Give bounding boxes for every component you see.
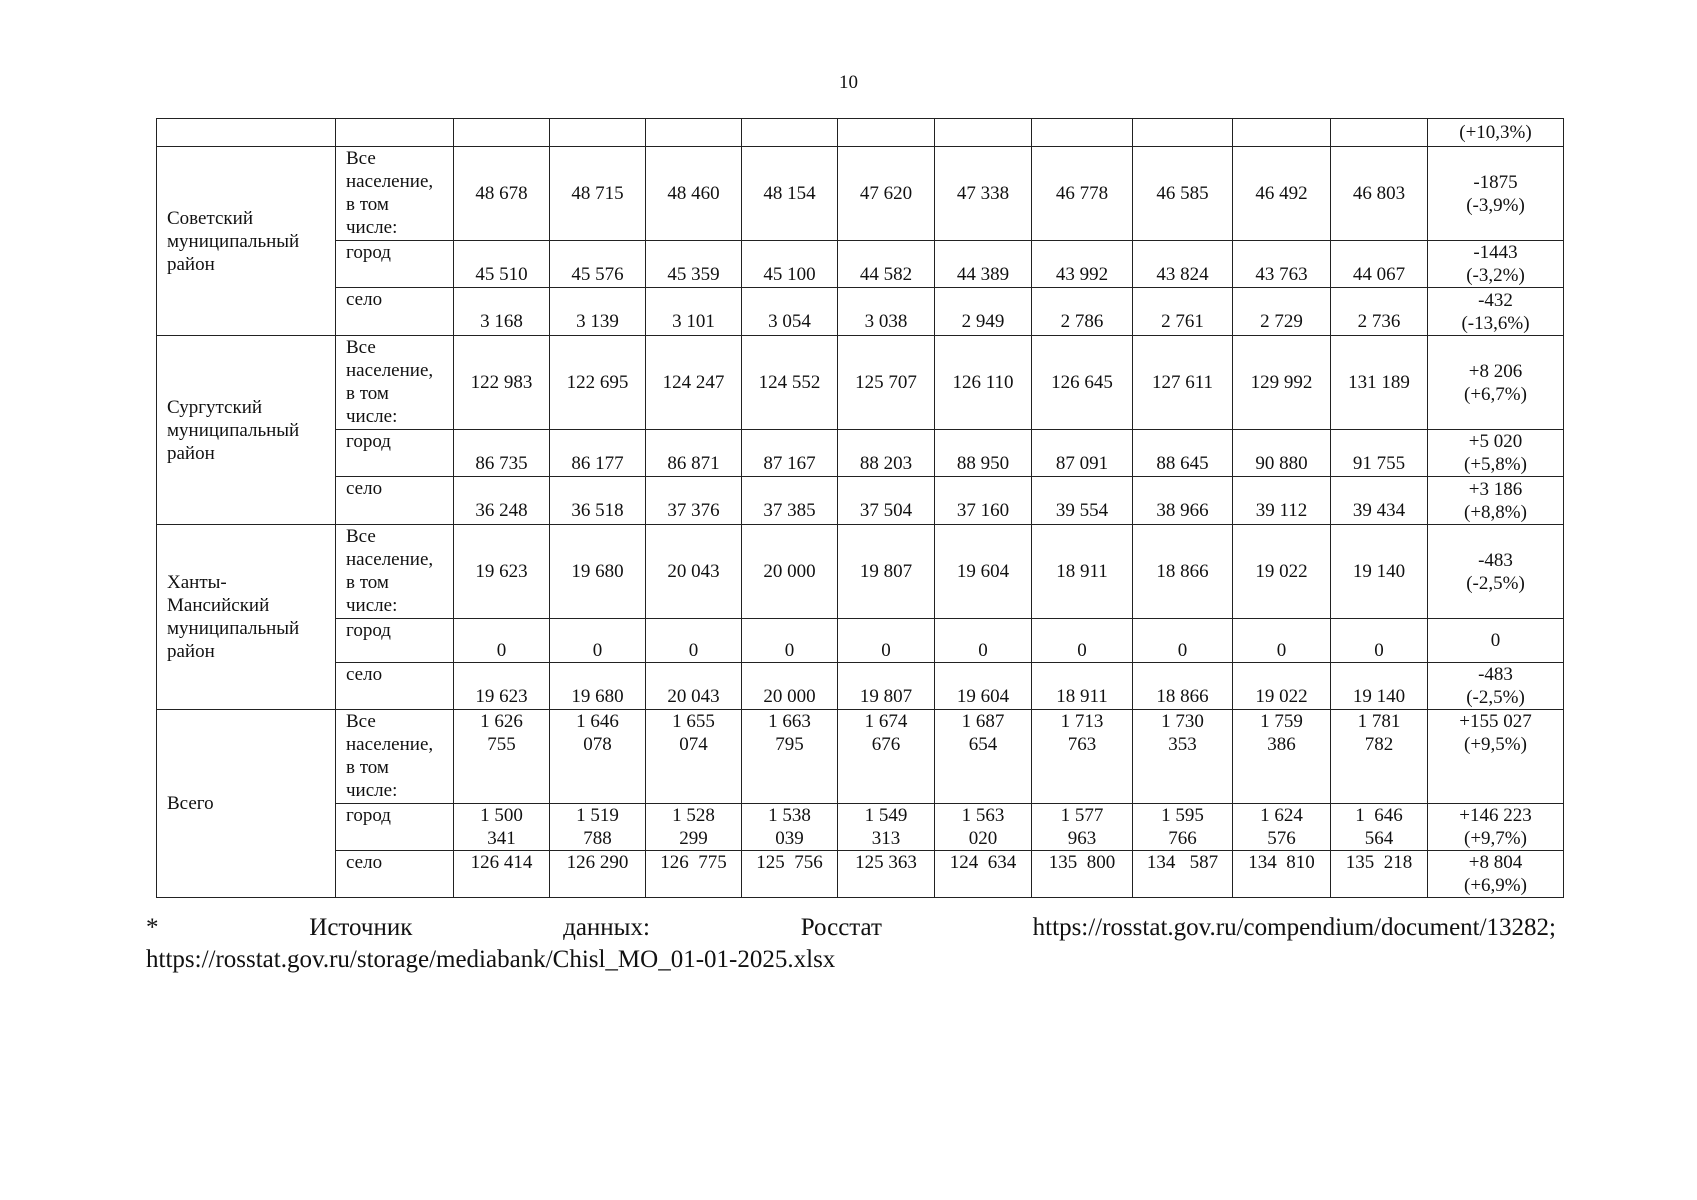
table-row	[157, 430, 1564, 477]
value-cell: 86 735	[454, 430, 550, 477]
value-cell: 46 585	[1133, 147, 1233, 241]
value-cell: 19 680	[550, 525, 646, 619]
row-label	[336, 710, 454, 804]
value-cell: 38 966	[1133, 477, 1233, 525]
cell-text: село	[346, 852, 383, 873]
cell-text: 1 663	[768, 711, 811, 732]
value-cell: 124 247	[646, 336, 742, 430]
cell-text: 299	[679, 828, 708, 849]
table-row	[157, 851, 1564, 898]
value-cell	[1133, 804, 1233, 851]
cell-text: в том	[346, 572, 389, 593]
value-cell: 18 866	[1133, 525, 1233, 619]
table-cell	[646, 119, 742, 147]
change-cell	[1428, 147, 1564, 241]
value-cell: 0	[838, 619, 935, 663]
cell-text: 576	[1267, 828, 1296, 849]
value-cell: 0	[1331, 619, 1428, 663]
page-number: 10	[839, 72, 858, 93]
cell-text: 1 519	[576, 805, 619, 826]
cell-text: числе:	[346, 595, 398, 616]
value-cell: 18 911	[1032, 663, 1133, 710]
table-row	[157, 663, 1564, 710]
cell-text: (+9,7%)	[1464, 828, 1527, 849]
value-cell: 88 645	[1133, 430, 1233, 477]
value-cell	[742, 710, 838, 804]
value-cell: 129 992	[1233, 336, 1331, 430]
value-cell: 19 604	[935, 663, 1032, 710]
value-cell: 19 140	[1331, 663, 1428, 710]
cell-text: +146 223	[1459, 805, 1532, 826]
value-cell: 3 139	[550, 288, 646, 336]
change-cell	[1428, 619, 1564, 663]
value-cell	[454, 804, 550, 851]
value-cell: 19 680	[550, 663, 646, 710]
row-label	[336, 288, 454, 336]
value-cell: 43 992	[1032, 241, 1133, 288]
value-cell: 39 554	[1032, 477, 1133, 525]
cell-text: 074	[679, 734, 708, 755]
value-cell	[454, 710, 550, 804]
value-cell	[1233, 804, 1331, 851]
change-cell	[1428, 710, 1564, 804]
table-cell	[454, 119, 550, 147]
cell-text: 1 646	[576, 711, 619, 732]
value-cell: 87 091	[1032, 430, 1133, 477]
cell-text: район	[167, 641, 215, 662]
change-cell	[1428, 288, 1564, 336]
table-cell	[157, 119, 336, 147]
table-cell	[742, 119, 838, 147]
table-cell	[550, 119, 646, 147]
row-label	[336, 477, 454, 525]
value-cell: 124 634	[935, 851, 1032, 898]
value-cell: 126 645	[1032, 336, 1133, 430]
cell-text: 078	[583, 734, 612, 755]
value-cell: 122 695	[550, 336, 646, 430]
cell-text: 1 713	[1060, 711, 1104, 732]
change-cell	[1428, 525, 1564, 619]
value-cell: 45 576	[550, 241, 646, 288]
cell-text: Все	[346, 526, 376, 547]
value-cell: 125 756	[742, 851, 838, 898]
value-cell: 48 678	[454, 147, 550, 241]
value-cell: 20 000	[742, 525, 838, 619]
value-cell: 88 950	[935, 430, 1032, 477]
value-cell: 126 414	[454, 851, 550, 898]
cell-text: 1 624	[1260, 805, 1303, 826]
value-cell: 19 807	[838, 663, 935, 710]
value-cell: 3 101	[646, 288, 742, 336]
cell-text: 386	[1267, 734, 1296, 755]
value-cell: 127 611	[1133, 336, 1233, 430]
cell-text: 564	[1364, 828, 1394, 849]
value-cell: 18 866	[1133, 663, 1233, 710]
value-cell: 39 112	[1233, 477, 1331, 525]
value-cell: 131 189	[1331, 336, 1428, 430]
change-cell	[1428, 663, 1564, 710]
table-row	[157, 525, 1564, 619]
cell-text: (-13,6%)	[1461, 312, 1530, 334]
cell-text: 353	[1168, 734, 1197, 755]
row-label	[336, 851, 454, 898]
value-cell: 46 778	[1032, 147, 1133, 241]
value-cell: 44 389	[935, 241, 1032, 288]
value-cell: 48 460	[646, 147, 742, 241]
value-cell: 18 911	[1032, 525, 1133, 619]
cell-text: 788	[583, 828, 612, 849]
cell-text: (+9,5%)	[1464, 734, 1527, 755]
cell-text: село	[346, 664, 383, 685]
row-label	[336, 804, 454, 851]
table-row	[157, 477, 1564, 525]
cell-text: 039	[775, 828, 804, 849]
cell-text: город	[346, 805, 391, 826]
cell-text: числе:	[346, 217, 398, 238]
value-cell: 0	[550, 619, 646, 663]
cell-text: 1 646	[1355, 805, 1403, 826]
footnote-word: *	[146, 914, 159, 941]
value-cell: 39 434	[1331, 477, 1428, 525]
value-cell: 87 167	[742, 430, 838, 477]
cell-text: 1 528	[672, 805, 715, 826]
footnote-word: данных:	[563, 914, 650, 941]
cell-text: +5 020	[1468, 431, 1523, 452]
cell-text: +3 186	[1468, 478, 1523, 500]
cell-text: числе:	[346, 780, 398, 801]
table-row	[157, 619, 1564, 663]
value-cell: 46 803	[1331, 147, 1428, 241]
value-cell: 20 000	[742, 663, 838, 710]
value-cell: 0	[935, 619, 1032, 663]
value-cell: 135 800	[1032, 851, 1133, 898]
row-label	[336, 336, 454, 430]
value-cell: 19 807	[838, 525, 935, 619]
cell-text: 1 687	[961, 711, 1005, 732]
value-cell: 19 022	[1233, 525, 1331, 619]
cell-text: в том	[346, 194, 389, 215]
value-cell: 3 038	[838, 288, 935, 336]
table-cell: (+10,3%)	[1428, 119, 1564, 147]
value-cell: 43 824	[1133, 241, 1233, 288]
cell-text: 020	[968, 828, 998, 849]
value-cell	[1133, 710, 1233, 804]
change-cell	[1428, 241, 1564, 288]
value-cell: 43 763	[1233, 241, 1331, 288]
value-cell	[646, 804, 742, 851]
table-row-continuation	[157, 119, 1564, 147]
cell-text: район	[167, 253, 215, 275]
region-name	[157, 147, 336, 336]
cell-text: 1 595	[1161, 805, 1204, 826]
value-cell	[646, 710, 742, 804]
table-row	[157, 804, 1564, 851]
value-cell: 47 620	[838, 147, 935, 241]
cell-text: числе:	[346, 406, 398, 427]
value-cell: 0	[742, 619, 838, 663]
value-cell: 3 168	[454, 288, 550, 336]
region-name	[157, 336, 336, 525]
cell-text: 341	[487, 828, 516, 849]
value-cell: 37 376	[646, 477, 742, 525]
footnote-line-1	[146, 912, 1556, 944]
value-cell	[550, 804, 646, 851]
cell-text: 763	[1067, 734, 1097, 755]
value-cell: 47 338	[935, 147, 1032, 241]
cell-text: Всего	[167, 793, 214, 814]
change-cell	[1428, 430, 1564, 477]
cell-text: (-2,5%)	[1466, 572, 1525, 594]
value-cell: 48 154	[742, 147, 838, 241]
cell-text: +8 804	[1468, 852, 1523, 873]
cell-text: (+6,7%)	[1464, 383, 1527, 405]
value-cell: 134 810	[1233, 851, 1331, 898]
cell-text: Все	[346, 148, 376, 169]
cell-text: село	[346, 478, 383, 499]
value-cell: 44 067	[1331, 241, 1428, 288]
value-cell	[1032, 804, 1133, 851]
cell-text: в том	[346, 383, 389, 404]
value-cell: 0	[1233, 619, 1331, 663]
value-cell: 19 022	[1233, 663, 1331, 710]
value-cell: 19 623	[454, 525, 550, 619]
value-cell: 135 218	[1331, 851, 1428, 898]
value-cell: 125 707	[838, 336, 935, 430]
row-label	[336, 241, 454, 288]
region-name	[157, 525, 336, 710]
cell-text: Советский	[167, 207, 254, 229]
value-cell: 126 110	[935, 336, 1032, 430]
cell-text: население,	[346, 734, 434, 755]
value-cell: 0	[1133, 619, 1233, 663]
value-cell: 0	[454, 619, 550, 663]
footnote-word: Росстат	[800, 914, 882, 941]
value-cell: 91 755	[1331, 430, 1428, 477]
value-cell	[1032, 710, 1133, 804]
table-row	[157, 147, 1564, 241]
cell-text: 755	[487, 734, 516, 755]
footnote-word: Источник	[309, 914, 413, 941]
value-cell	[935, 710, 1032, 804]
change-cell	[1428, 851, 1564, 898]
cell-text: население,	[346, 171, 434, 192]
value-cell: 19 140	[1331, 525, 1428, 619]
cell-text: 1 759	[1260, 711, 1303, 732]
row-label	[336, 430, 454, 477]
value-cell	[1233, 710, 1331, 804]
table-cell	[1032, 119, 1133, 147]
cell-text: (-2,5%)	[1466, 687, 1525, 708]
value-cell: 0	[646, 619, 742, 663]
footnote-source-link[interactable]: https://rosstat.gov.ru/compendium/document/13282;	[1032, 914, 1556, 941]
cell-text: город	[346, 242, 391, 263]
population-table	[156, 118, 1564, 898]
value-cell: 20 043	[646, 663, 742, 710]
cell-text: 1 730	[1161, 711, 1204, 732]
cell-text: Сургутский	[167, 396, 263, 418]
table-row	[157, 241, 1564, 288]
cell-text: 654	[968, 734, 998, 755]
cell-text: (+8,8%)	[1464, 501, 1527, 523]
value-cell: 45 510	[454, 241, 550, 288]
table-row	[157, 710, 1564, 804]
cell-text: село	[346, 289, 383, 310]
value-cell: 126 775	[646, 851, 742, 898]
cell-text: население,	[346, 549, 434, 570]
change-cell	[1428, 804, 1564, 851]
cell-text: Все	[346, 337, 376, 358]
cell-text: 963	[1067, 828, 1097, 849]
cell-text: 676	[871, 734, 901, 755]
value-cell: 86 871	[646, 430, 742, 477]
cell-text: 782	[1364, 734, 1394, 755]
cell-text: 1 626	[480, 711, 523, 732]
cell-text: -432	[1478, 289, 1513, 311]
value-cell: 36 518	[550, 477, 646, 525]
value-cell: 37 160	[935, 477, 1032, 525]
cell-text: -1875	[1473, 171, 1518, 193]
cell-text: муниципальный	[167, 230, 300, 252]
cell-text: 1 577	[1060, 805, 1104, 826]
value-cell: 124 552	[742, 336, 838, 430]
cell-text: -483	[1478, 664, 1513, 685]
value-cell	[935, 804, 1032, 851]
cell-text: 1 781	[1357, 711, 1401, 732]
row-label	[336, 147, 454, 241]
cell-text: +8 206	[1468, 360, 1523, 382]
cell-text: Все	[346, 711, 376, 732]
row-label	[336, 525, 454, 619]
value-cell: 37 385	[742, 477, 838, 525]
cell-text: +155 027	[1459, 711, 1532, 732]
value-cell	[550, 710, 646, 804]
value-cell: 19 623	[454, 663, 550, 710]
value-cell: 46 492	[1233, 147, 1331, 241]
change-cell	[1428, 336, 1564, 430]
cell-text: 0	[1490, 630, 1501, 651]
cell-text: муниципальный	[167, 618, 300, 639]
cell-text: -1443	[1473, 242, 1518, 263]
cell-text: 1 538	[768, 805, 811, 826]
cell-text: 1 655	[672, 711, 715, 732]
cell-text: Мансийский	[167, 595, 270, 616]
value-cell: 20 043	[646, 525, 742, 619]
value-cell: 134 587	[1133, 851, 1233, 898]
value-cell: 45 359	[646, 241, 742, 288]
cell-text: население,	[346, 360, 434, 381]
cell-text: Ханты-	[167, 572, 227, 593]
cell-text: город	[346, 431, 391, 452]
cell-text: 313	[871, 828, 901, 849]
table-cell	[336, 119, 454, 147]
cell-text: 1 674	[864, 711, 908, 732]
value-cell: 2 729	[1233, 288, 1331, 336]
cell-text: муниципальный	[167, 419, 300, 441]
cell-text: город	[346, 620, 391, 641]
table-row	[157, 288, 1564, 336]
cell-text: -483	[1478, 549, 1513, 571]
cell-text: 1 549	[864, 805, 908, 826]
value-cell: 90 880	[1233, 430, 1331, 477]
value-cell	[1331, 710, 1428, 804]
value-cell	[1331, 804, 1428, 851]
table-cell	[1331, 119, 1428, 147]
table-cell	[935, 119, 1032, 147]
value-cell: 36 248	[454, 477, 550, 525]
value-cell: 122 983	[454, 336, 550, 430]
footnote	[146, 912, 1556, 976]
row-label	[336, 663, 454, 710]
value-cell: 88 203	[838, 430, 935, 477]
value-cell: 37 504	[838, 477, 935, 525]
cell-text: район	[167, 442, 215, 464]
table-row	[157, 336, 1564, 430]
cell-text: (+5,8%)	[1464, 454, 1527, 475]
cell-text: 766	[1168, 828, 1197, 849]
footnote-source-link[interactable]: https://rosstat.gov.ru/storage/mediabank/Chisl_MO_01-01-2025.xlsx	[146, 946, 836, 973]
value-cell	[742, 804, 838, 851]
value-cell: 0	[1032, 619, 1133, 663]
value-cell: 86 177	[550, 430, 646, 477]
value-cell: 2 949	[935, 288, 1032, 336]
value-cell: 2 786	[1032, 288, 1133, 336]
value-cell: 3 054	[742, 288, 838, 336]
value-cell: 125 363	[838, 851, 935, 898]
cell-text: 1 500	[480, 805, 523, 826]
row-label	[336, 619, 454, 663]
change-cell	[1428, 477, 1564, 525]
value-cell: 2 761	[1133, 288, 1233, 336]
cell-text: 795	[775, 734, 804, 755]
value-cell	[838, 710, 935, 804]
cell-text: 1 563	[961, 805, 1005, 826]
table-cell	[1133, 119, 1233, 147]
value-cell: 19 604	[935, 525, 1032, 619]
cell-text: (-3,9%)	[1466, 194, 1525, 216]
value-cell: 2 736	[1331, 288, 1428, 336]
cell-text: (-3,2%)	[1466, 265, 1525, 286]
value-cell: 126 290	[550, 851, 646, 898]
value-cell: 45 100	[742, 241, 838, 288]
value-cell: 48 715	[550, 147, 646, 241]
value-cell	[838, 804, 935, 851]
cell-text: (+6,9%)	[1464, 875, 1527, 896]
table-cell	[838, 119, 935, 147]
value-cell: 44 582	[838, 241, 935, 288]
table-cell	[1233, 119, 1331, 147]
region-name	[157, 710, 336, 898]
cell-text: в том	[346, 757, 389, 778]
